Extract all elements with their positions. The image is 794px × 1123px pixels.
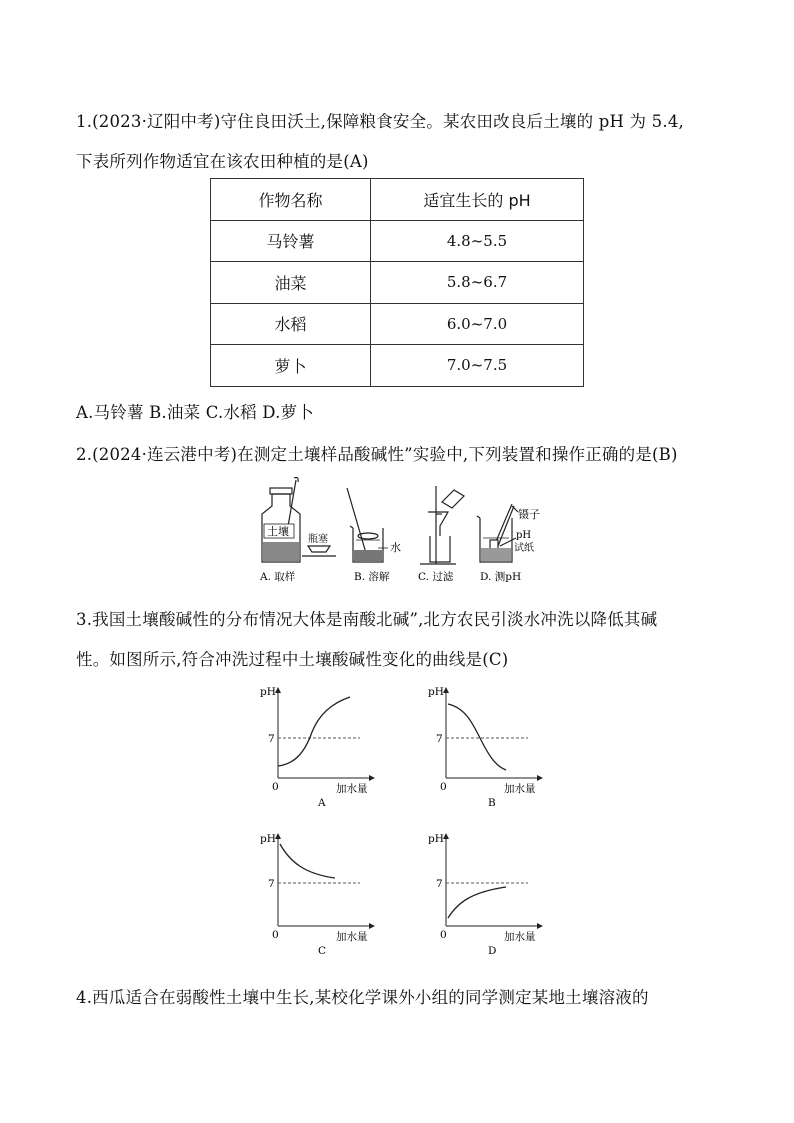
- svg-text:0: 0: [272, 781, 279, 793]
- table-header-row: [211, 179, 584, 221]
- graph-panel-d: [428, 833, 542, 957]
- svg-text:加水量: 加水量: [336, 931, 368, 943]
- svg-text:0: 0: [440, 929, 447, 941]
- soil-sample-fill: [263, 542, 299, 561]
- table-row: [211, 220, 584, 262]
- svg-text:加水量: 加水量: [504, 931, 536, 943]
- svg-text:加水量: 加水量: [504, 783, 536, 795]
- table-cell: 5.8~6.7: [371, 262, 584, 304]
- svg-text:pH: pH: [260, 686, 276, 698]
- curve-d: [448, 887, 506, 918]
- svg-text:7: 7: [268, 733, 275, 745]
- q1-line2: 下表所列作物适宜在该农田种植的是(A): [76, 152, 369, 171]
- svg-text:加水量: 加水量: [336, 783, 368, 795]
- svg-text:pH: pH: [428, 833, 444, 845]
- table-row: [211, 262, 584, 304]
- graph-panel-a: [260, 686, 374, 809]
- table-cell: 6.0~7.0: [371, 303, 584, 345]
- svg-text:7: 7: [268, 878, 275, 890]
- label-tweezers: 镊子: [518, 508, 540, 521]
- dissolving-soil-fill: [354, 550, 382, 561]
- q1-line1: 1.(2023·辽阳中考)守住良田沃土,保障粮食安全。某农田改良后土壤的 pH 为 5.4,: [76, 112, 684, 131]
- label-ph-paper-2: 试纸: [514, 543, 534, 554]
- lab-apparatus-svg: [250, 476, 550, 586]
- svg-text:pH: pH: [260, 833, 276, 845]
- lab-apparatus-figure: [250, 476, 550, 590]
- caption-c: C. 过滤: [418, 571, 454, 583]
- svg-text:0: 0: [272, 929, 279, 941]
- svg-text:A: A: [318, 797, 326, 809]
- table-cell: 萝卜: [211, 345, 371, 387]
- curve-b: [448, 704, 506, 770]
- label-stopper: 瓶塞: [308, 534, 328, 545]
- table-cell: 4.8~5.5: [371, 220, 584, 262]
- graph-panel-c: [260, 833, 374, 957]
- svg-text:7: 7: [436, 878, 443, 890]
- caption-a: A. 取样: [260, 571, 296, 583]
- svg-text:C: C: [318, 945, 327, 957]
- caption-d: D. 测pH: [480, 571, 522, 583]
- table-cell: 水稻: [211, 303, 371, 345]
- graph-panel-b: [428, 686, 542, 809]
- q1-options: A.马铃薯 B.油菜 C.水稻 D.萝卜: [76, 403, 314, 422]
- curve-c: [280, 844, 335, 878]
- table-row: [211, 303, 584, 345]
- table-header-cell: 作物名称: [211, 179, 371, 221]
- caption-b: B. 溶解: [354, 571, 390, 583]
- svg-text:D: D: [488, 945, 497, 957]
- curve-a: [278, 697, 350, 766]
- label-soil: 土壤: [267, 525, 289, 538]
- solution-fill: [481, 548, 511, 561]
- ph-curves-figure: [250, 682, 550, 966]
- ph-curves-svg: [250, 682, 550, 962]
- q3-line2: 性。如图所示,符合冲洗过程中土壤酸碱性变化的曲线是(C): [76, 650, 509, 669]
- q4-line1: 4.西瓜适合在弱酸性土壤中生长,某校化学课外小组的同学测定某地土壤溶液的: [76, 988, 649, 1007]
- svg-text:7: 7: [436, 733, 443, 745]
- table-cell: 油菜: [211, 262, 371, 304]
- svg-text:pH: pH: [428, 686, 444, 698]
- table-cell: 7.0~7.5: [371, 345, 584, 387]
- q2-line1: 2.(2024·连云港中考)在测定土壤样品酸碱性”实验中,下列装置和操作正确的是(B): [76, 445, 678, 464]
- crop-ph-table: [210, 178, 584, 387]
- label-water: 水: [390, 541, 401, 554]
- q3-line1: 3.我国土壤酸碱性的分布情况大体是南酸北碱”,北方农民引淡水冲洗以降低其碱: [76, 610, 658, 629]
- table-row: [211, 345, 584, 387]
- svg-text:B: B: [488, 797, 496, 809]
- svg-text:0: 0: [440, 781, 447, 793]
- table-cell: 马铃薯: [211, 220, 371, 262]
- table-header-cell: 适宜生长的 pH: [371, 179, 584, 221]
- label-ph-paper-1: pH: [516, 530, 532, 541]
